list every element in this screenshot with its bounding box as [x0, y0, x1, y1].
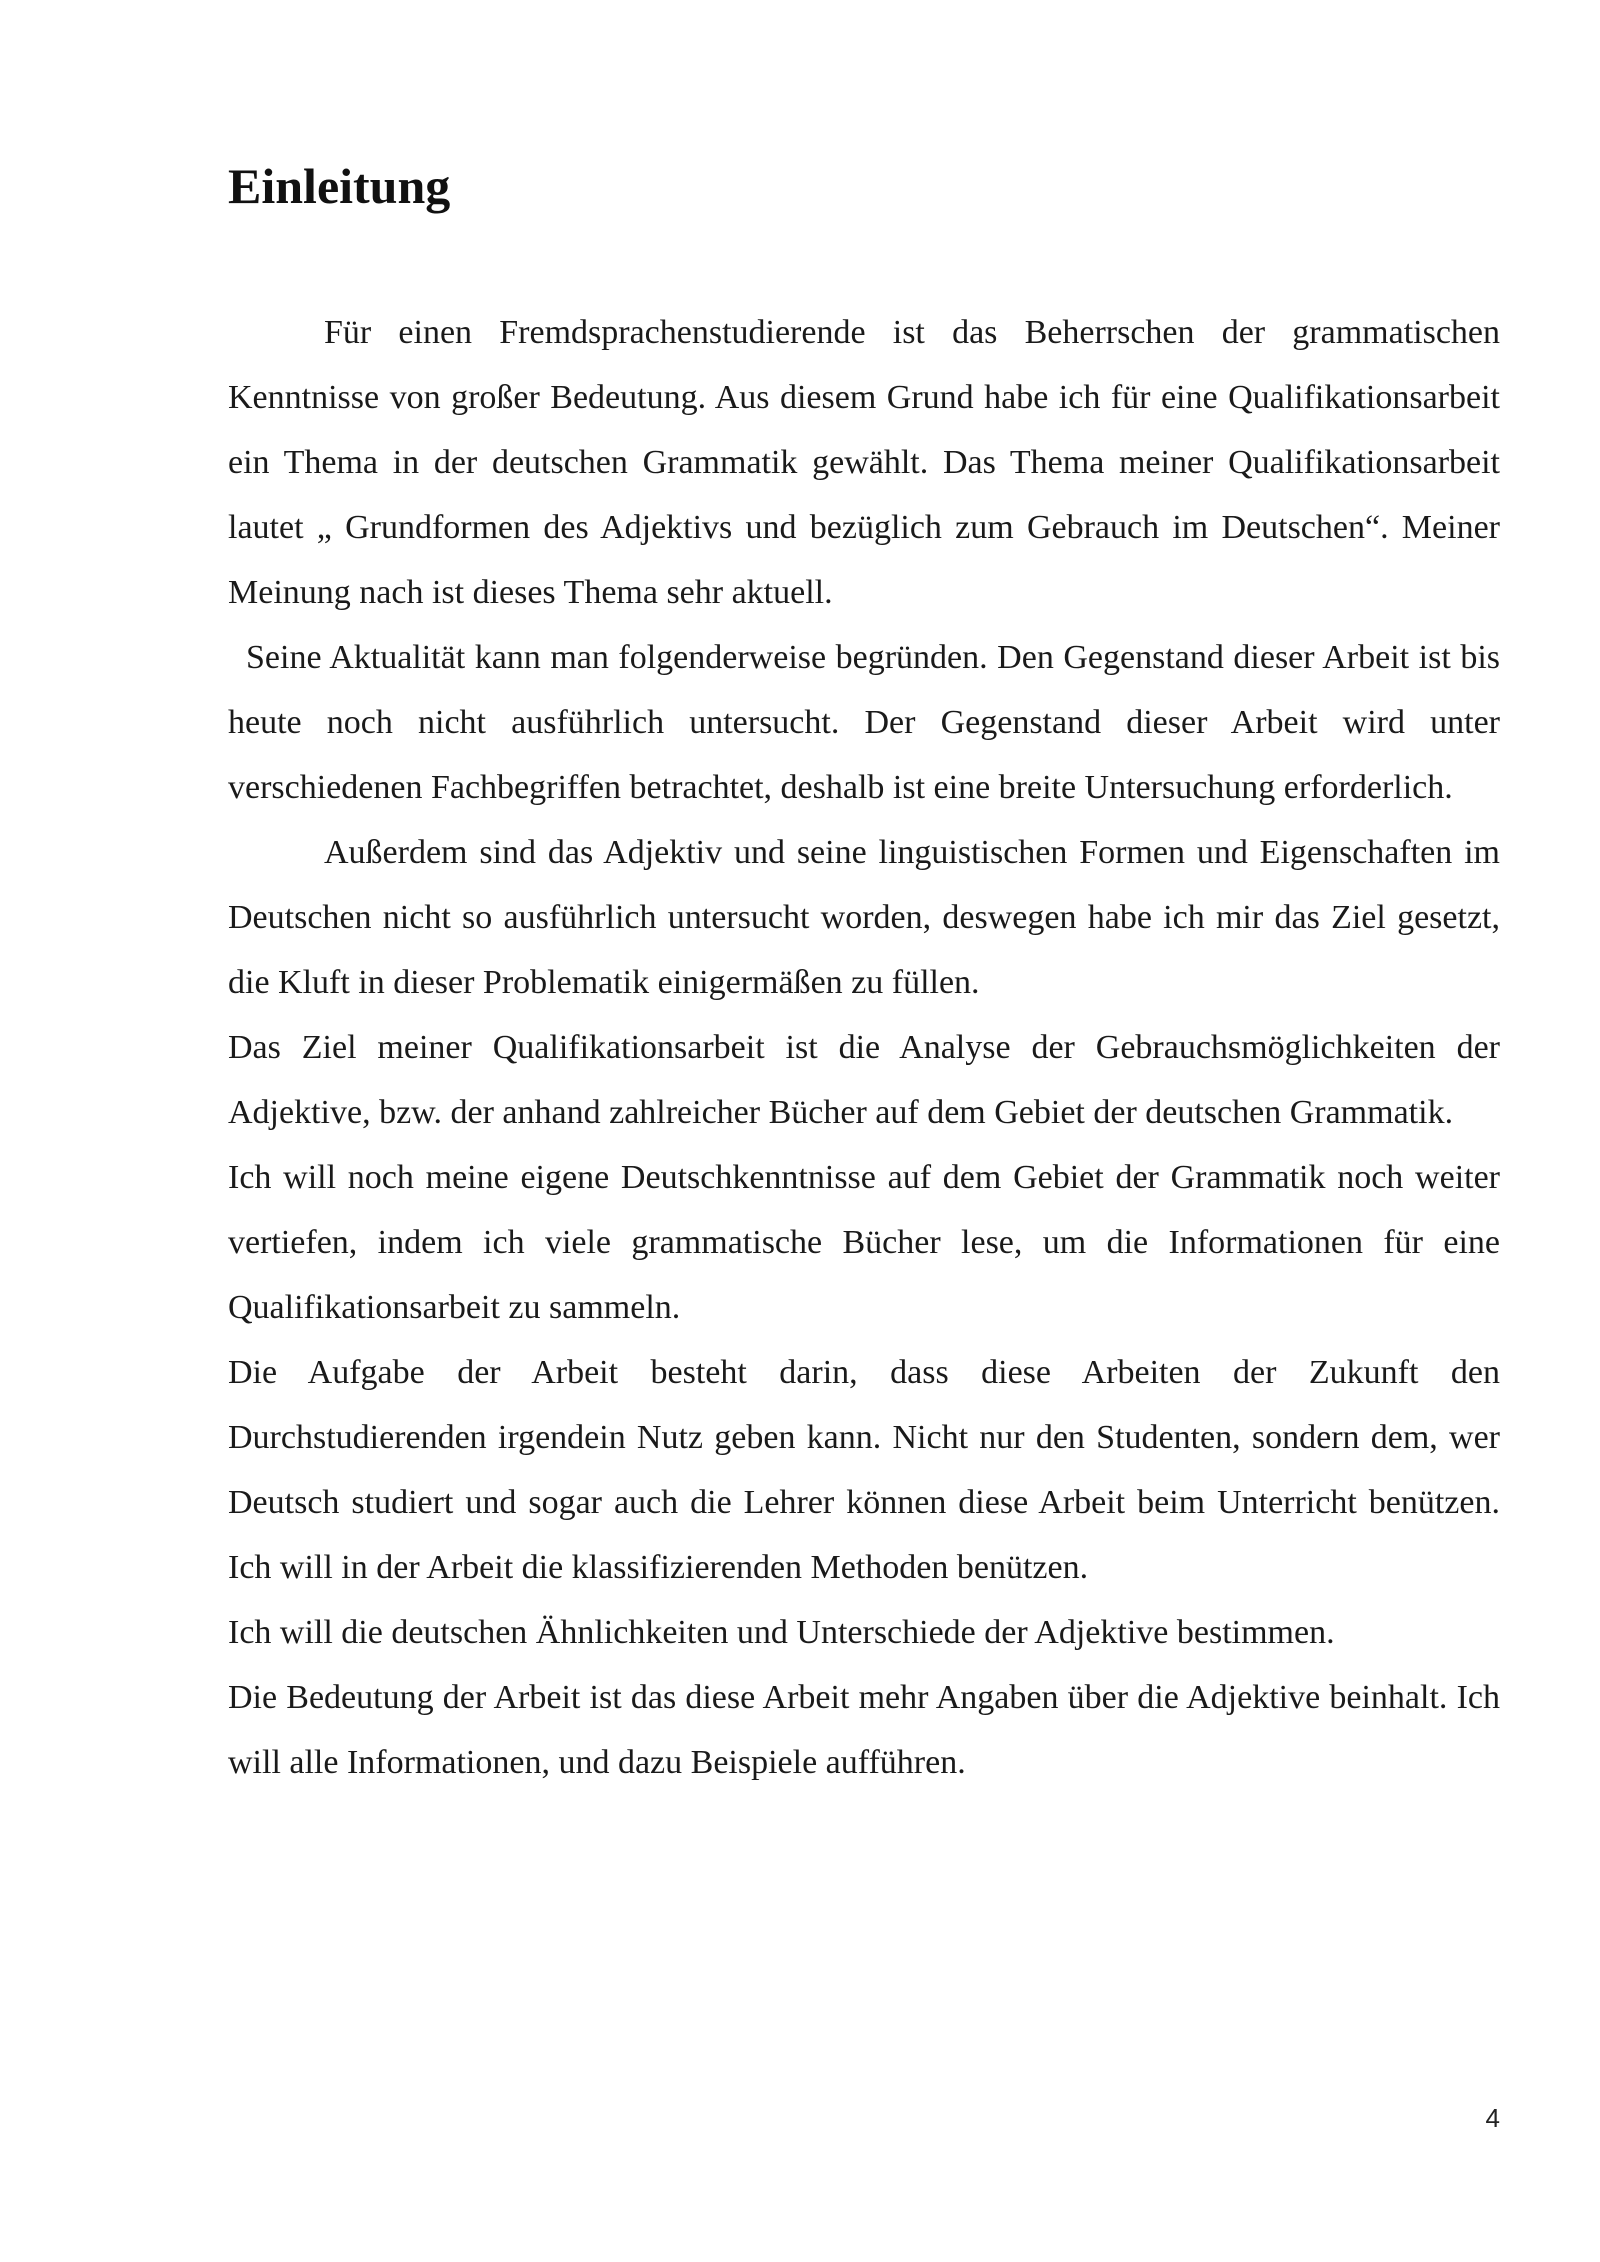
body-text — [228, 300, 1500, 1795]
paragraph-personal-aim: Ich will noch meine eigene Deutschkenntnisse auf dem Gebiet der Grammatik noch weiter vertiefen, indem ich viele grammatische Bücher lese, um die Informationen für eine Qualifikationsarbeit zu sammeln. — [228, 1159, 1500, 1326]
paragraph-relevance: Seine Aktualität kann man folgenderweise begründen. Den Gegenstand dieser Arbeit ist bis heute noch nicht ausführlich untersucht. Der Gegenstand dieser Arbeit wird unter verschiedenen Fachbegriffen betrachtet, deshalb ist eine breite Untersuchung erforderlich. — [228, 639, 1500, 806]
paragraph-goal: Das Ziel meiner Qualifikationsarbeit ist die Analyse der Gebrauchsmöglichkeiten der Adjektive, bzw. der anhand zahlreicher Bücher auf dem Gebiet der deutschen Grammatik. — [228, 1029, 1500, 1131]
section-heading: Einleitung — [228, 158, 451, 214]
paragraph-task: Die Aufgabe der Arbeit besteht darin, dass diese Arbeiten der Zukunft den Durchstudierenden irgendein Nutz geben kann. Nicht nur den Studenten, sondern dem, wer Deutsch studiert und sogar auch die Lehrer können diese Arbeit beim Unterricht benützen. Ich will in der Arbeit die klassifizierenden Methoden benützen. — [228, 1354, 1500, 1586]
paragraph-significance: Die Bedeutung der Arbeit ist das diese Arbeit mehr Angaben über die Adjektive beinhalt. Ich will alle Informationen, und dazu Beispiele aufführen. — [228, 1679, 1500, 1781]
paragraph-comparison: Ich will die deutschen Ähnlichkeiten und Unterschiede der Adjektive bestimmen. — [228, 1614, 1335, 1651]
page-number: 4 — [1485, 2103, 1500, 2133]
paragraph-research-gap: Außerdem sind das Adjektiv und seine linguistischen Formen und Eigenschaften im Deutschen nicht so ausführlich untersucht worden, deswegen habe ich mir das Ziel gesetzt, die Kluft in dieser Problematik einigermäßen zu füllen. — [228, 834, 1500, 1001]
paragraph-intro: Für einen Fremdsprachenstudierende ist das Beherrschen der grammatischen Kenntnisse von großer Bedeutung. Aus diesem Grund habe ich für eine Qualifikationsarbeit ein Thema in der deutschen Grammatik gewählt. Das Thema meiner Qualifikationsarbeit lautet „ Grundformen des Adjektivs und bezüglich zum Gebrauch im Deutschen“. Meiner Meinung nach ist dieses Thema sehr aktuell. — [228, 314, 1500, 611]
